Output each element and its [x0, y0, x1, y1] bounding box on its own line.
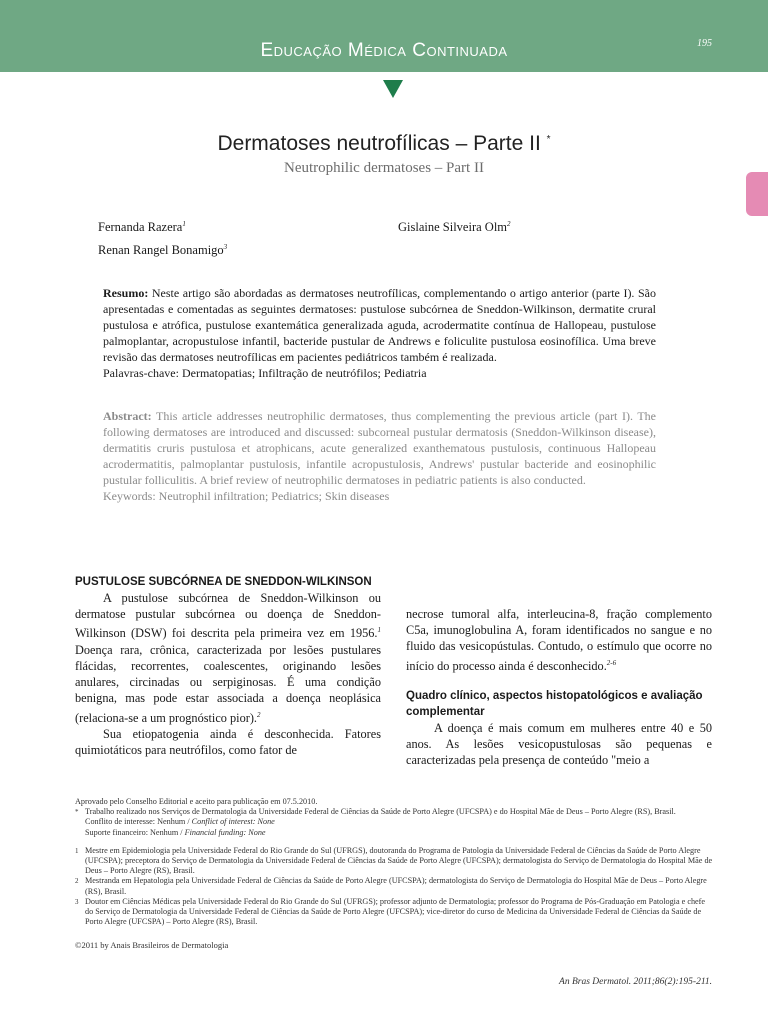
abstract-label: Abstract:: [103, 409, 152, 423]
footnote-mark: 2: [75, 877, 79, 886]
subsection-heading: Quadro clínico, aspectos histopatológicos e avaliação complementar: [406, 689, 703, 718]
section-heading: PUSTULOSE SUBCÓRNEA DE SNEDDON-WILKINSON: [75, 576, 372, 588]
article-subtitle: Neutrophilic dermatoses – Part II: [284, 160, 484, 176]
body-column-left: [75, 574, 381, 758]
author-mark: 2: [507, 220, 511, 228]
footnote-affiliation: [75, 897, 715, 928]
footnote-mark: 3: [75, 897, 79, 906]
footnote-affiliation: [75, 846, 715, 877]
author-name: Renan Rangel Bonamigo: [98, 243, 224, 258]
footnote-mark: *: [75, 808, 79, 817]
body-paragraph: A doença é mais comum em mulheres entre 40 e 50 anos. As lesões vesicopustulosas são pequenas e caracterizadas pela presença de conteúdo "meio a: [406, 720, 712, 768]
paragraph-text: necrose tumoral alfa, interleucina-8, fração complemento C5a, imunoglobulina A, foram identificados no sangue e no fluido das vesicopústulas. Contudo, o estímulo que ocorre no início do processo ainda é desconhecido.: [406, 607, 712, 673]
author: [98, 237, 227, 260]
paragraph-text: Doença rara, crônica, caracterizada por lesões pustulares flácidas, recorrentes, coalescentes, originando lesões anulares, circinadas ou serpiginosas. É uma condição benigna, mas pode estar associada a doença neoplásica (relaciona-se a um prognóstico pior).: [75, 642, 381, 725]
abstract-keywords: Keywords: Neutrophil infiltration; Pediatrics; Skin diseases: [103, 489, 390, 503]
abstract-text: [103, 408, 656, 488]
author: [398, 214, 511, 237]
body-paragraph: [75, 590, 381, 726]
author: [98, 214, 227, 237]
authors-right: [398, 214, 511, 237]
footnote-approved: [75, 797, 715, 807]
footnote-text: Mestranda em Hepatologia pela Universidade Federal de Ciências da Saúde de Porto Alegre (UFCSPA); dermatologista do Serviço de Dermatologia do Hospital Mãe de Deus – Porto Alegre (RS), Brasil.: [85, 876, 707, 896]
footnote-text-en: Financial funding: None: [184, 827, 266, 837]
resumo-keywords: Palavras-chave: Dermatopatias; Infiltração de neutrófilos; Pediatria: [103, 366, 427, 380]
abstract-block: [103, 408, 656, 504]
footnote-text: Suporte financeiro: Nenhum /: [85, 827, 185, 837]
footnote-text: Trabalho realizado nos Serviços de Dermatologia da Universidade Federal de Ciências da Saúde de Porto Alegre (UFCSPA) e do Hospital Mãe de Deus – Porto Alegre (RS), Brasil.: [85, 807, 676, 817]
section-tab-marker: [746, 172, 768, 216]
author-mark: 3: [223, 243, 228, 252]
article-title: [0, 132, 768, 156]
reference-mark: 1: [377, 626, 381, 635]
title-footnote-mark: *: [546, 134, 551, 145]
footnote-text: Doutor em Ciências Médicas pela Universidade Federal do Rio Grande do Sul (UFRGS); professor adjunto de Dermatologia; professor do Programa de Pós-Graduação em Patologia e chefe do Serviço de Dermatologia da Universidade Federal de Ciências da Saúde de Porto Alegre (UFCSPA); vice-diretor do curso de Medicina da Universidade Federal de Ciências da Saúde de Porto Alegre (UFCSPA) – Porto Alegre (RS), Brasil.: [85, 896, 706, 927]
footnote-affiliation: [75, 876, 715, 896]
section-banner: [0, 0, 768, 72]
copyright: ©2011 by Anais Brasileiros de Dermatologia: [75, 940, 229, 950]
author-mark: 1: [182, 220, 186, 228]
footnote-conflict: [75, 817, 715, 827]
body-paragraph: Sua etiopatogenia ainda é desconhecida. Fatores quimiotáticos para neutrófilos, como fator de: [75, 726, 381, 758]
resumo-text: [103, 285, 656, 365]
footnote-mark: 1: [75, 846, 79, 855]
footnote-funding: [75, 828, 715, 838]
body-paragraph: [406, 606, 712, 674]
authors-left: [98, 214, 227, 260]
abstract-body: This article addresses neutrophilic dermatoses, thus complementing the previous article (part I). The following dermatoses are introduced and discussed: subcorneal pustular dermatosis (Sneddon-Wilkinson disease), dermatitis cruris pustulosa et atrophicans, acute generalized exanthematous pustulosis, continuous Hallopeau acrodermatitis, palmoplantar pustulosis, infantile acropustulosis, Andrews' pustular bacteride and eosinophilic pustular folliculitis. A brief review of neutrophilic dermatoses in pediatric patients is also conducted.: [103, 409, 656, 487]
body-column-right: [406, 606, 712, 769]
reference-mark: 2: [257, 710, 261, 719]
footnotes: [75, 797, 715, 927]
footnote-text: Conflito de interesse: Nenhum /: [85, 817, 192, 827]
resumo-block: [103, 285, 656, 381]
reference-mark: 2-6: [606, 658, 617, 667]
footnote-text: Aprovado pelo Conselho Editorial e aceito para publicação em 07.5.2010.: [75, 797, 318, 806]
down-arrow-icon: [383, 80, 403, 98]
footnote-text-en: Conflict of interest: None: [191, 817, 275, 827]
footnote-work: [75, 807, 715, 817]
page-number: 195: [697, 38, 712, 49]
paragraph-text: A pustulose subcórnea de Sneddon-Wilkinson ou dermatose pustular subcórnea ou doença de Sneddon-Wilkinson (DSW) foi descrita pela primeira vez em 1956.: [75, 591, 381, 641]
footnote-text: Mestre em Epidemiologia pela Universidade Federal do Rio Grande do Sul (UFRGS), doutoranda do Programa de Patologia da Universidade Federal de Ciências da Saúde de Porto Alegre (UFCSPA); preceptora do Serviço de Dermatologia da Universidade Federal de Ciências da Saúde de Porto Alegre (UFCSPA); dermatologista do Serviço de Dermatologia do Hospital Mãe de Deus – Porto Alegre (RS), Brasil.: [85, 845, 713, 876]
journal-citation: An Bras Dermatol. 2011;86(2):195-211.: [559, 977, 712, 987]
section-title: Educação Médica Continuada: [260, 40, 508, 61]
resumo-label: Resumo:: [103, 286, 149, 300]
author-name: Fernanda Razera: [98, 220, 183, 235]
article-title-text: Dermatoses neutrofílicas – Parte II: [217, 132, 541, 155]
author-name: Gislaine Silveira Olm: [398, 220, 508, 235]
resumo-body: Neste artigo são abordadas as dermatoses neutrofílicas, complementando o artigo anterior (parte I). São apresentadas e comentadas as seguintes dermatoses: pustulose subcórnea de Sneddon-Wilkinson, dermatite crural pustulosa e atrófica, pustulose exantemática generalizada aguda, acrodermatite contínua de Hallopeau, pustulose palmoplantar, acropustulose infantil, bacteride pustular de Andrews e foliculite pustulosa eosinofílica. Uma breve revisão das dermatoses neutrofílicas em pacientes pediátricos também é realizada.: [103, 286, 656, 364]
